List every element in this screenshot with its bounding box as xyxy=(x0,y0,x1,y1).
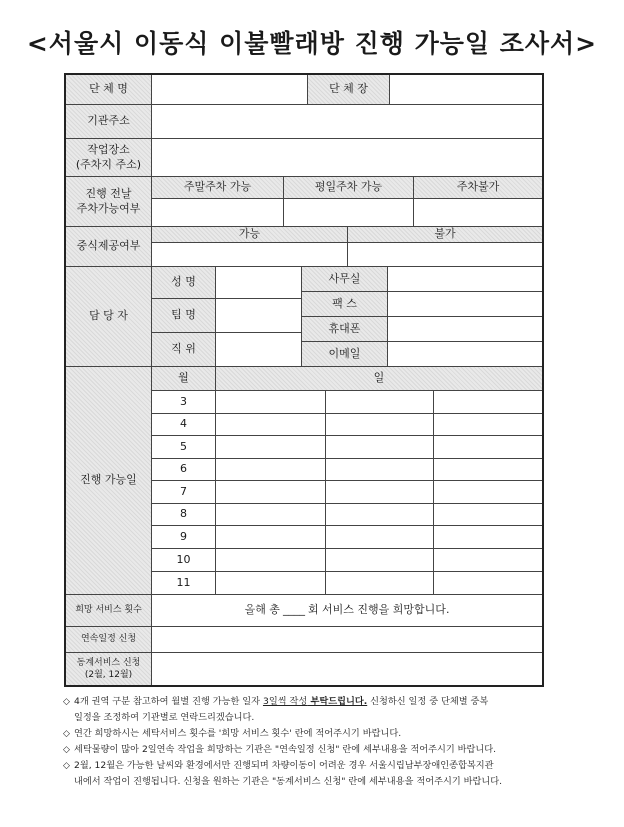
day-field[interactable] xyxy=(216,526,326,549)
page-title: <서울시 이동식 이불빨래방 진행 가능일 조사서> xyxy=(26,29,598,58)
day-field[interactable] xyxy=(434,414,542,436)
day-field[interactable] xyxy=(434,526,542,549)
day-field[interactable] xyxy=(326,526,434,549)
email-label: 이메일 xyxy=(302,342,388,367)
contact-name-field[interactable] xyxy=(216,267,302,299)
day-field[interactable] xyxy=(216,549,326,572)
day-field[interactable] xyxy=(216,504,326,526)
meal-option-no: 불가 xyxy=(348,227,542,243)
org-name-field[interactable] xyxy=(152,75,308,105)
note-text: 4개 권역 구분 참고하여 월별 진행 가능한 일자 xyxy=(74,696,263,707)
service-count-label: 희망 서비스 횟수 xyxy=(66,595,152,627)
month-cell: 7 xyxy=(152,481,216,504)
day-field[interactable] xyxy=(326,391,434,414)
meal-yes-field[interactable] xyxy=(152,243,348,267)
day-field[interactable] xyxy=(216,391,326,414)
day-field[interactable] xyxy=(216,572,326,595)
month-cell: 3 xyxy=(152,391,216,414)
meal-option-yes: 가능 xyxy=(152,227,348,243)
worksite-label xyxy=(66,139,152,177)
survey-form xyxy=(64,73,544,687)
day-field[interactable] xyxy=(326,549,434,572)
day-field[interactable] xyxy=(434,549,542,572)
address-field[interactable] xyxy=(152,105,542,139)
day-field[interactable] xyxy=(434,504,542,526)
service-count-suffix: 회 서비스 진행을 희망합니다. xyxy=(307,603,450,617)
month-cell: 9 xyxy=(152,526,216,549)
winter-field[interactable] xyxy=(152,653,542,685)
month-cell: 11 xyxy=(152,572,216,595)
day-field[interactable] xyxy=(434,572,542,595)
address-label: 기관주소 xyxy=(66,105,152,139)
note-item xyxy=(63,758,583,774)
meal-label: 중식제공여부 xyxy=(66,227,152,267)
mobile-label: 휴대폰 xyxy=(302,317,388,342)
month-cell: 6 xyxy=(152,459,216,481)
worksite-label-line1: 작업장소 xyxy=(87,142,130,156)
parking-label-line2: 주차가능여부 xyxy=(76,201,141,215)
service-count-input[interactable]: ____ xyxy=(282,603,305,617)
notes-section xyxy=(63,694,583,790)
consecutive-field[interactable] xyxy=(152,627,542,653)
month-cell: 4 xyxy=(152,414,216,436)
note-text: 2월, 12월은 가능한 날씨와 환경에서만 진행되며 차량이동이 어려운 경우 서울시립남부장애인종합복지관 xyxy=(74,760,494,771)
day-header: 일 xyxy=(216,367,542,391)
parking-option-weekday: 평일주차 가능 xyxy=(284,177,414,199)
office-phone-label: 사무실 xyxy=(302,267,388,292)
month-header: 월 xyxy=(152,367,216,391)
fax-field[interactable] xyxy=(388,292,542,317)
parking-option-weekend: 주말주차 가능 xyxy=(152,177,284,199)
day-field[interactable] xyxy=(216,436,326,459)
winter-label-line2: (2월, 12월) xyxy=(84,670,133,680)
winter-label-line1: 동계서비스 신청 xyxy=(76,657,141,668)
parking-label xyxy=(66,177,152,227)
day-field[interactable] xyxy=(434,436,542,459)
contact-team-field[interactable] xyxy=(216,299,302,333)
contact-position-label: 직 위 xyxy=(152,333,216,367)
note-text: 세탁물량이 많아 2일연속 작업을 희망하는 기관은 "연속일정 신청" 란에 세부내용을 적어주시기 바랍니다. xyxy=(74,744,497,755)
day-field[interactable] xyxy=(434,391,542,414)
note-emphasis: 부탁드립니다. xyxy=(307,696,368,707)
parking-option-none: 주차불가 xyxy=(414,177,542,199)
contact-label: 담 당 자 xyxy=(66,267,152,367)
day-field[interactable] xyxy=(216,481,326,504)
winter-label xyxy=(66,653,152,685)
day-field[interactable] xyxy=(326,504,434,526)
org-head-field[interactable] xyxy=(390,75,542,105)
month-cell: 5 xyxy=(152,436,216,459)
worksite-field[interactable] xyxy=(152,139,542,177)
day-field[interactable] xyxy=(434,481,542,504)
note-continuation: 내에서 작업이 진행됩니다. 신청을 원하는 기관은 "동계서비스 신청" 란에 세부내용을 적어주시기 바랍니다. xyxy=(74,776,503,787)
mobile-field[interactable] xyxy=(388,317,542,342)
month-cell: 10 xyxy=(152,549,216,572)
parking-label-line1: 진행 전날 xyxy=(85,186,132,200)
office-phone-field[interactable] xyxy=(388,267,542,292)
org-head-label: 단 체 장 xyxy=(308,75,390,105)
diamond-bullet-icon: ◇ xyxy=(63,697,70,707)
day-field[interactable] xyxy=(434,459,542,481)
day-field[interactable] xyxy=(326,436,434,459)
note-text: 연간 희망하시는 세탁서비스 횟수를 '희망 서비스 횟수' 란에 적어주시기 바랍니다. xyxy=(74,728,402,739)
note-item xyxy=(63,742,583,758)
org-name-label: 단 체 명 xyxy=(66,75,152,105)
note-text: 신청하신 일정 중 단체별 중복 xyxy=(367,696,489,707)
meal-no-field[interactable] xyxy=(348,243,542,267)
worksite-label-line2: (주차지 주소) xyxy=(75,157,142,171)
service-count-prefix: 올해 총 xyxy=(244,603,280,617)
day-field[interactable] xyxy=(326,414,434,436)
diamond-bullet-icon: ◇ xyxy=(63,729,70,739)
fax-label: 팩 스 xyxy=(302,292,388,317)
contact-name-label: 성 명 xyxy=(152,267,216,299)
schedule-label: 진행 가능일 xyxy=(66,367,152,595)
day-field[interactable] xyxy=(326,572,434,595)
parking-weekday-field[interactable] xyxy=(284,199,414,227)
diamond-bullet-icon: ◇ xyxy=(63,761,70,771)
contact-position-field[interactable] xyxy=(216,333,302,367)
email-field[interactable] xyxy=(388,342,542,367)
day-field[interactable] xyxy=(216,459,326,481)
note-item xyxy=(63,726,583,742)
day-field[interactable] xyxy=(216,414,326,436)
note-emphasis: 3일씩 작성 xyxy=(262,696,308,707)
parking-weekend-field[interactable] xyxy=(152,199,284,227)
consecutive-label: 연속일정 신청 xyxy=(66,627,152,653)
parking-none-field[interactable] xyxy=(414,199,542,227)
service-count-row xyxy=(152,595,542,627)
diamond-bullet-icon: ◇ xyxy=(63,745,70,755)
month-cell: 8 xyxy=(152,504,216,526)
note-continuation: 일정을 조정하여 기관별로 연락드리겠습니다. xyxy=(74,712,255,723)
contact-team-label: 팀 명 xyxy=(152,299,216,333)
note-item xyxy=(63,694,583,710)
day-field[interactable] xyxy=(326,481,434,504)
day-field[interactable] xyxy=(326,459,434,481)
